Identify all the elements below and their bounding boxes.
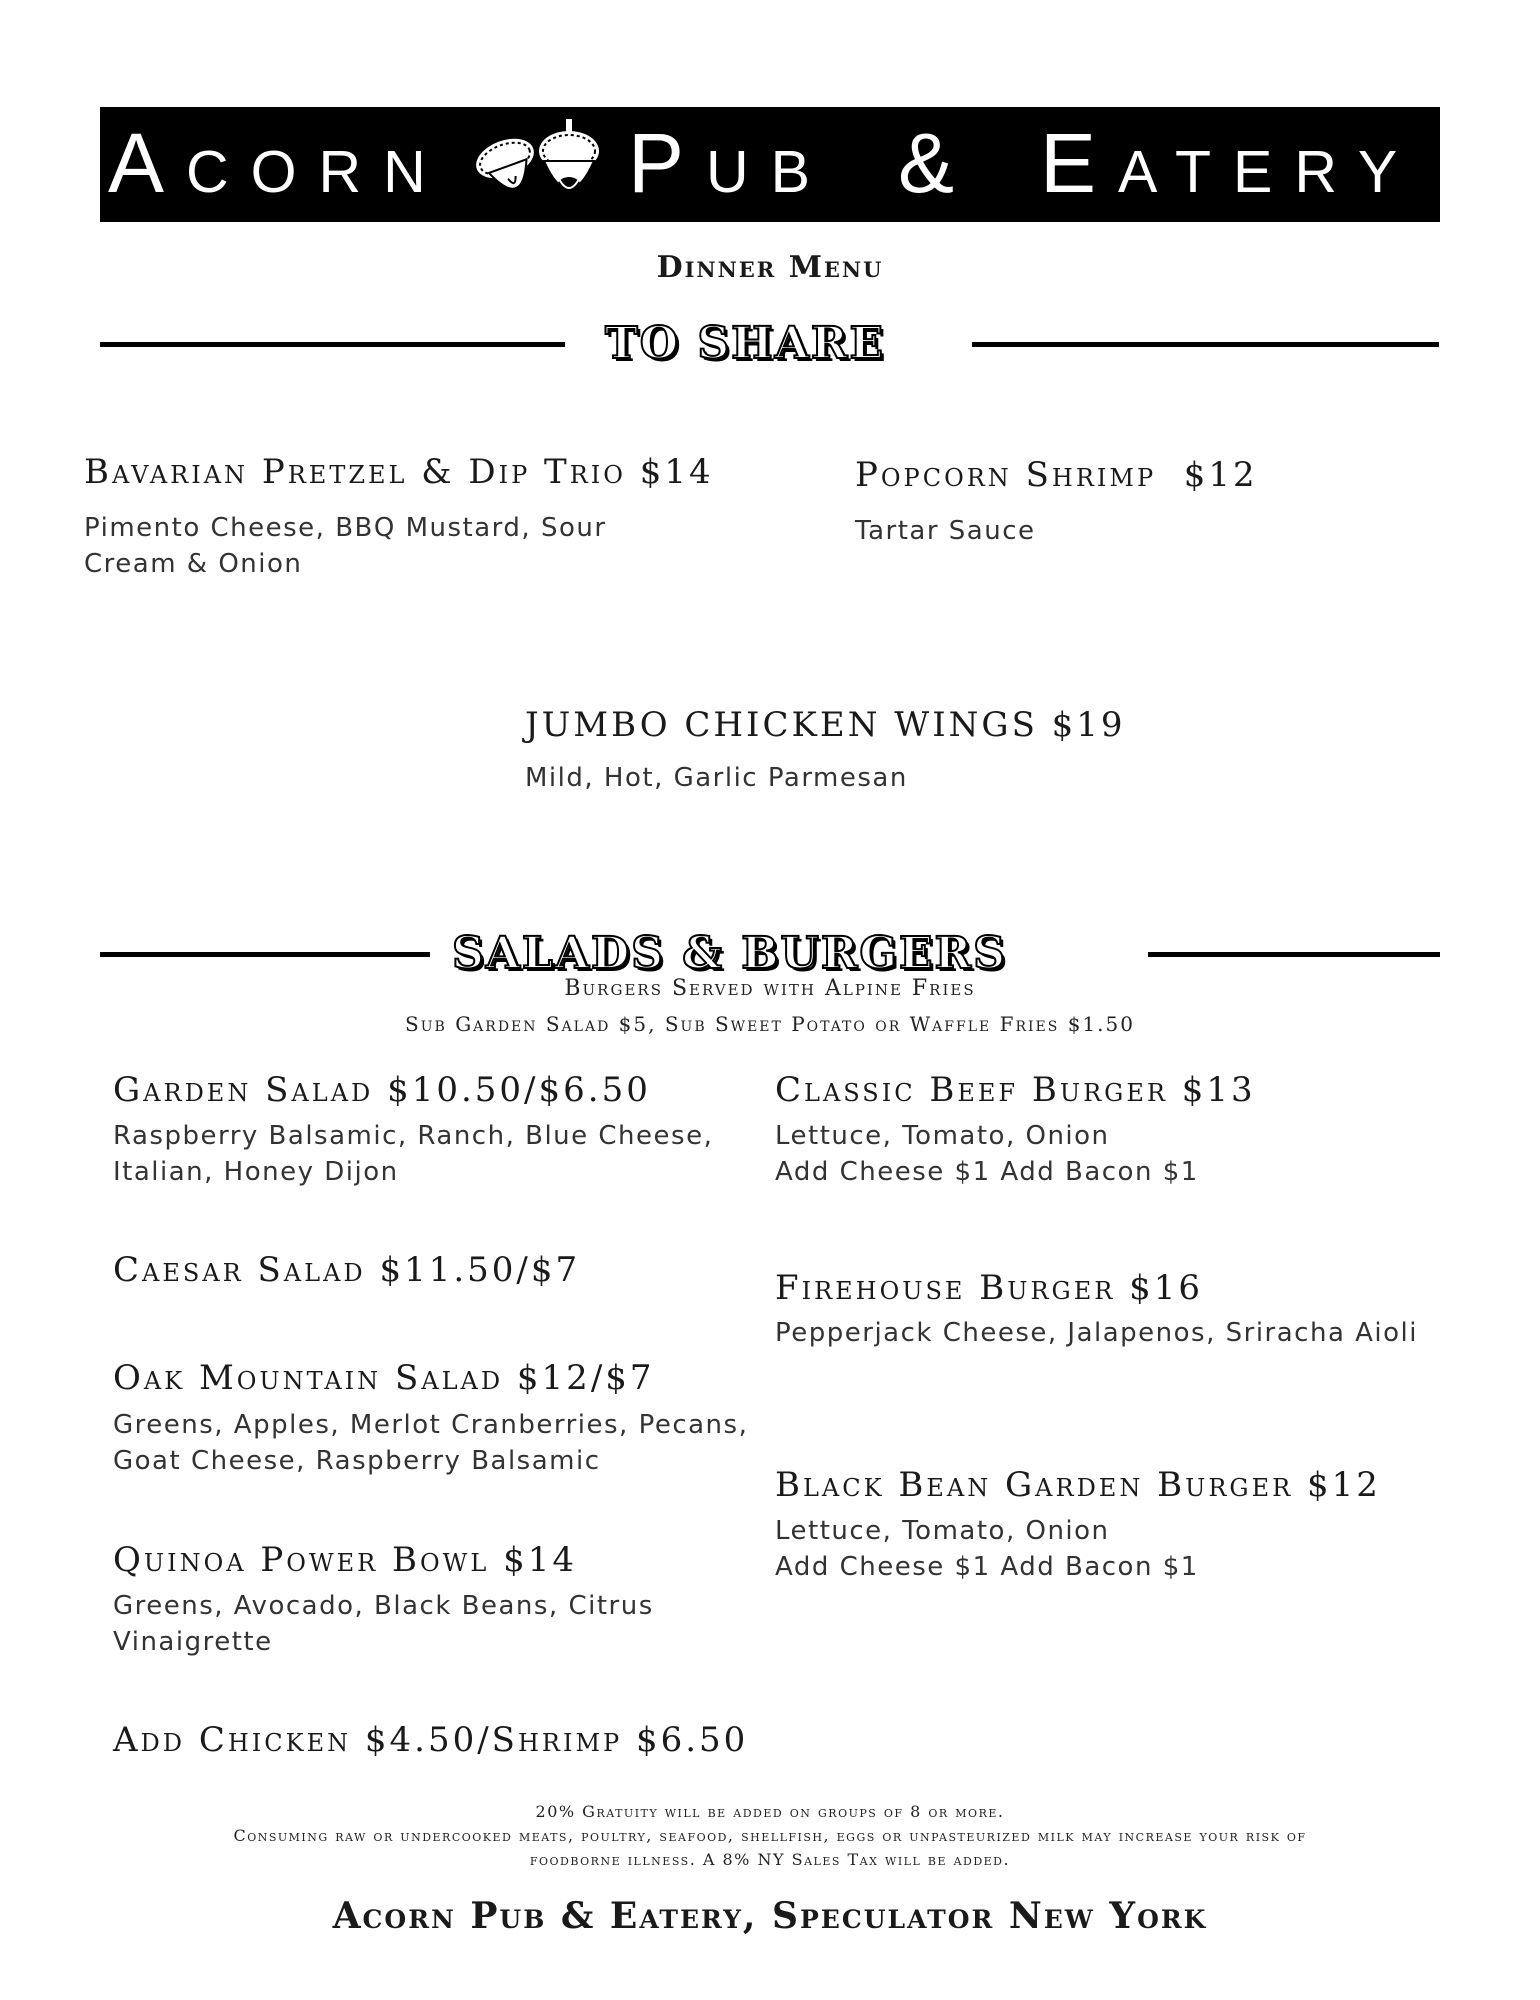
footer-title: Acorn Pub & Eatery, Speculator New York	[332, 1895, 1208, 1937]
title-word-pub: Pub	[628, 116, 832, 210]
salads-rule-left	[100, 952, 430, 957]
item-oak-mountain-salad-desc: Greens, Apples, Merlot Cranberries, Pecans, Goat Cheese, Raspberry Balsamic	[113, 1410, 749, 1476]
gratuity-note: 20% Gratuity will be added on groups of 8 or more.	[535, 1802, 1005, 1821]
salads-rule-right	[1148, 952, 1440, 957]
item-quinoa-bowl-desc: Greens, Avocado, Black Beans, Citrus Vinaigrette	[113, 1591, 654, 1657]
consumption-warning: Consuming raw or undercooked meats, poultry, seafood, shellfish, eggs or unpasteurized milk may increase your risk of	[233, 1826, 1307, 1845]
item-chicken-wings-desc: Mild, Hot, Garlic Parmesan	[525, 763, 908, 793]
item-black-bean-burger-desc: Lettuce, Tomato, Onion Add Cheese $1 Add Bacon $1	[775, 1516, 1199, 1582]
title-word-eatery: Eatery	[1040, 116, 1420, 210]
item-oak-mountain-salad-name: Oak Mountain Salad $12/$7	[113, 1358, 655, 1398]
header-banner	[100, 107, 1440, 222]
title-word-amp: &	[898, 116, 977, 210]
salads-burgers-title: SALADS & BURGERS	[452, 928, 1007, 979]
to-share-rule-left	[100, 342, 565, 347]
item-quinoa-bowl-name: Quinoa Power Bowl $14	[113, 1540, 577, 1580]
substitution-note: Sub Garden Salad $5, Sub Sweet Potato or Waffle Fries $1.50	[405, 1012, 1135, 1036]
item-classic-beef-burger-name: Classic Beef Burger $13	[775, 1070, 1256, 1110]
item-garden-salad-desc: Raspberry Balsamic, Ranch, Blue Cheese, Italian, Honey Dijon	[113, 1121, 714, 1187]
to-share-rule-right	[972, 342, 1439, 347]
item-chicken-wings-name: JUMBO CHICKEN WINGS $19	[525, 705, 1126, 745]
item-bavarian-pretzel-desc: Pimento Cheese, BBQ Mustard, Sour Cream & Onion	[84, 513, 607, 579]
item-caesar-salad-name: Caesar Salad $11.50/$7	[113, 1250, 581, 1290]
item-black-bean-burger-name: Black Bean Garden Burger $12	[775, 1465, 1381, 1505]
item-firehouse-burger-desc: Pepperjack Cheese, Jalapenos, Sriracha Aioli	[775, 1318, 1419, 1348]
item-firehouse-burger-name: Firehouse Burger $16	[775, 1268, 1204, 1308]
item-add-protein-name: Add Chicken $4.50/Shrimp $6.50	[113, 1720, 749, 1760]
tax-note: foodborne illness. A 8% NY Sales Tax will be added.	[529, 1850, 1011, 1869]
item-bavarian-pretzel-name: Bavarian Pretzel & Dip Trio $14	[84, 452, 714, 492]
item-classic-beef-burger-desc: Lettuce, Tomato, Onion Add Cheese $1 Add Bacon $1	[775, 1121, 1199, 1187]
title-word-acorn: Acorn	[108, 116, 448, 210]
to-share-title: TO SHARE	[605, 318, 885, 369]
menu-subtitle: Dinner Menu	[656, 250, 884, 285]
acorn-logo-icon	[462, 117, 622, 215]
item-garden-salad-name: Garden Salad $10.50/$6.50	[113, 1070, 651, 1110]
burgers-served-note: Burgers Served with Alpine Fries	[564, 976, 976, 1001]
item-popcorn-shrimp-desc: Tartar Sauce	[855, 516, 1036, 546]
item-popcorn-shrimp-name: Popcorn Shrimp $12	[855, 455, 1258, 495]
